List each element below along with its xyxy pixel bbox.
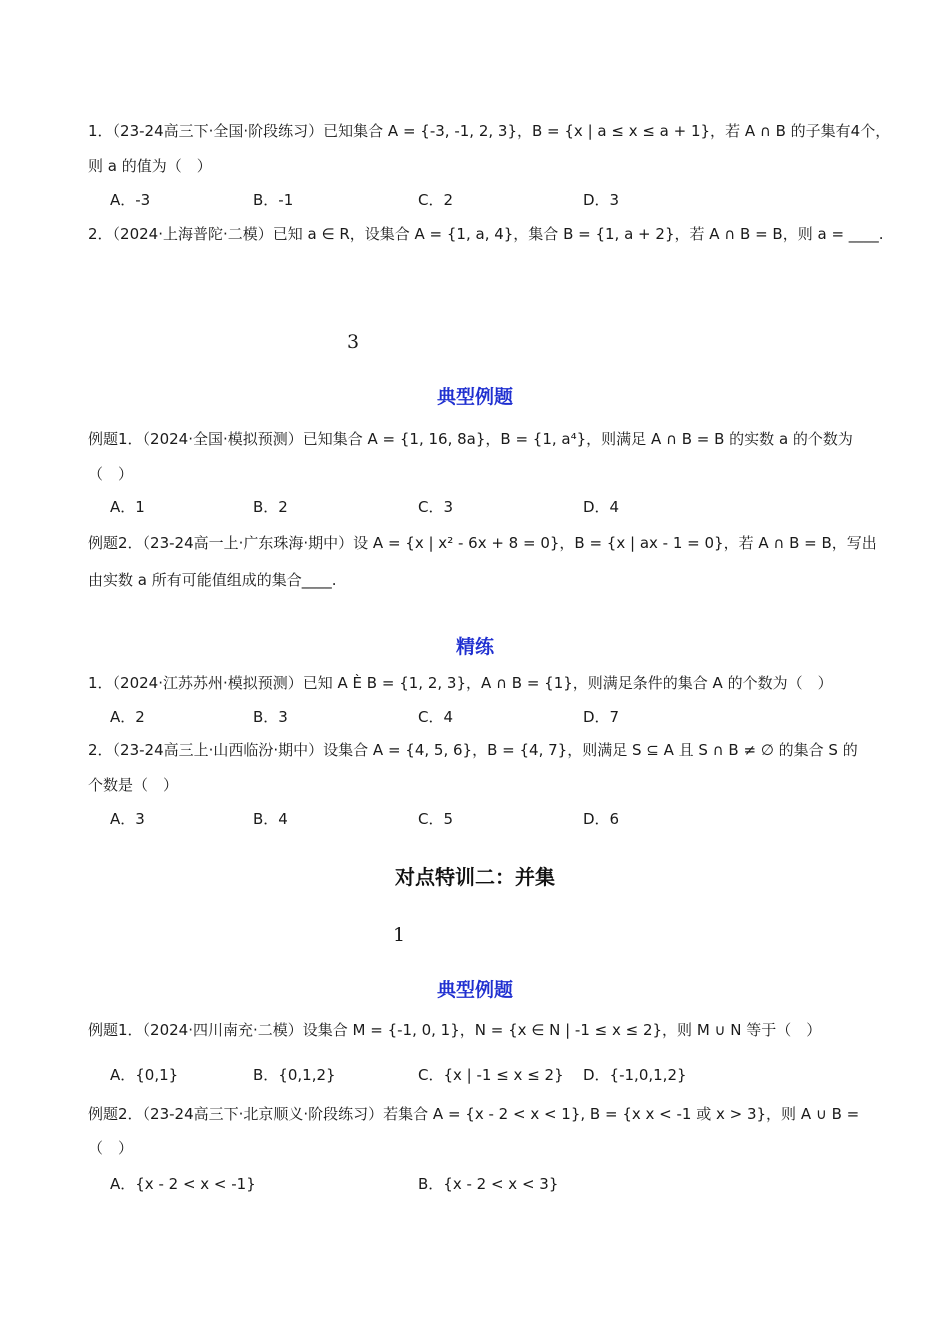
option-c: C．{x | -1 ≤ x ≤ 2}: [418, 1066, 564, 1084]
section-title: 对点特训二：并集: [395, 865, 555, 889]
option-c: C．3: [418, 498, 454, 516]
option-d: D．6: [583, 810, 620, 828]
option-c: C．2: [418, 191, 454, 209]
option-b: B．{0,1,2}: [253, 1066, 336, 1084]
example-1-line-1: 例题1．（2024·全国·模拟预测）已知集合 A = {1, 16, 8a}，B = {1, a⁴}，则满足 A ∩ B = B 的实数 a 的个数为: [88, 430, 853, 448]
option-c: C．5: [418, 810, 454, 828]
practice-2-line-1: 2．（23-24高三上·山西临汾·期中）设集合 A = {4, 5, 6}，B = {4, 7}，则满足 S ⊆ A 且 S ∩ B ≠ ∅ 的集合 S 的: [88, 741, 858, 759]
option-b: B．4: [253, 810, 288, 828]
practice-2-line-2: 个数是（ ）: [88, 776, 179, 794]
example-1-line-2: （ ）: [88, 465, 134, 483]
option-c: C．4: [418, 708, 454, 726]
practice-1-line-1: 1．（2024·江苏苏州·模拟预测）已知 A È B = {1, 2, 3}，A ∩ B = {1}，则满足条件的集合 A 的个数为（ ）: [88, 674, 833, 692]
option-a: A．{0,1}: [110, 1066, 179, 1084]
option-a: A．{x - 2 < x < -1}: [110, 1175, 256, 1193]
option-d: D．4: [583, 498, 620, 516]
section-number: 1: [393, 924, 406, 946]
example-2-line-1: 例题2．（23-24高三下·北京顺义·阶段练习）若集合 A = {x - 2 < x < 1}, B = {x x < -1 或 x > 3}，则 A ∪ B =: [88, 1105, 860, 1123]
option-a: A．1: [110, 498, 145, 516]
example-1-line-1: 例题1．（2024·四川南充·二模）设集合 M = {-1, 0, 1}，N = {x ∈ N | -1 ≤ x ≤ 2}，则 M ∪ N 等于（ ）: [88, 1021, 822, 1039]
option-d: D．7: [583, 708, 620, 726]
typical-examples-heading: 典型例题: [436, 979, 513, 1001]
option-d: D．3: [583, 191, 620, 209]
option-b: B．{x - 2 < x < 3}: [418, 1175, 559, 1193]
practice-heading: 精练: [455, 636, 494, 658]
section-number: 3: [347, 331, 360, 353]
question-2-line-1: 2．（2024·上海普陀·二模）已知 a ∈ R，设集合 A = {1, a, 4}，集合 B = {1, a + 2}，若 A ∩ B = B，则 a = ____.: [88, 225, 884, 243]
question-1-line-1: 1．（23-24高三下·全国·阶段练习）已知集合 A = {-3, -1, 2, 3}，B = {x | a ≤ x ≤ a + 1}，若 A ∩ B 的子集有4个，: [88, 122, 891, 140]
option-d: D．{-1,0,1,2}: [583, 1066, 687, 1084]
option-b: B．-1: [253, 191, 294, 209]
typical-examples-heading: 典型例题: [436, 386, 513, 408]
example-2-line-2: （ ）: [88, 1139, 134, 1157]
option-a: A．3: [110, 810, 145, 828]
example-2-line-1: 例题2．（23-24高一上·广东珠海·期中）设 A = {x | x² - 6x + 8 = 0}，B = {x | ax - 1 = 0}，若 A ∩ B = B，写出: [88, 534, 877, 552]
question-1-line-2: 则 a 的值为（ ）: [88, 157, 212, 175]
example-2-line-2: 由实数 a 所有可能值组成的集合____.: [88, 571, 337, 589]
option-a: A．2: [110, 708, 145, 726]
option-a: A．-3: [110, 191, 151, 209]
option-b: B．2: [253, 498, 288, 516]
option-b: B．3: [253, 708, 288, 726]
